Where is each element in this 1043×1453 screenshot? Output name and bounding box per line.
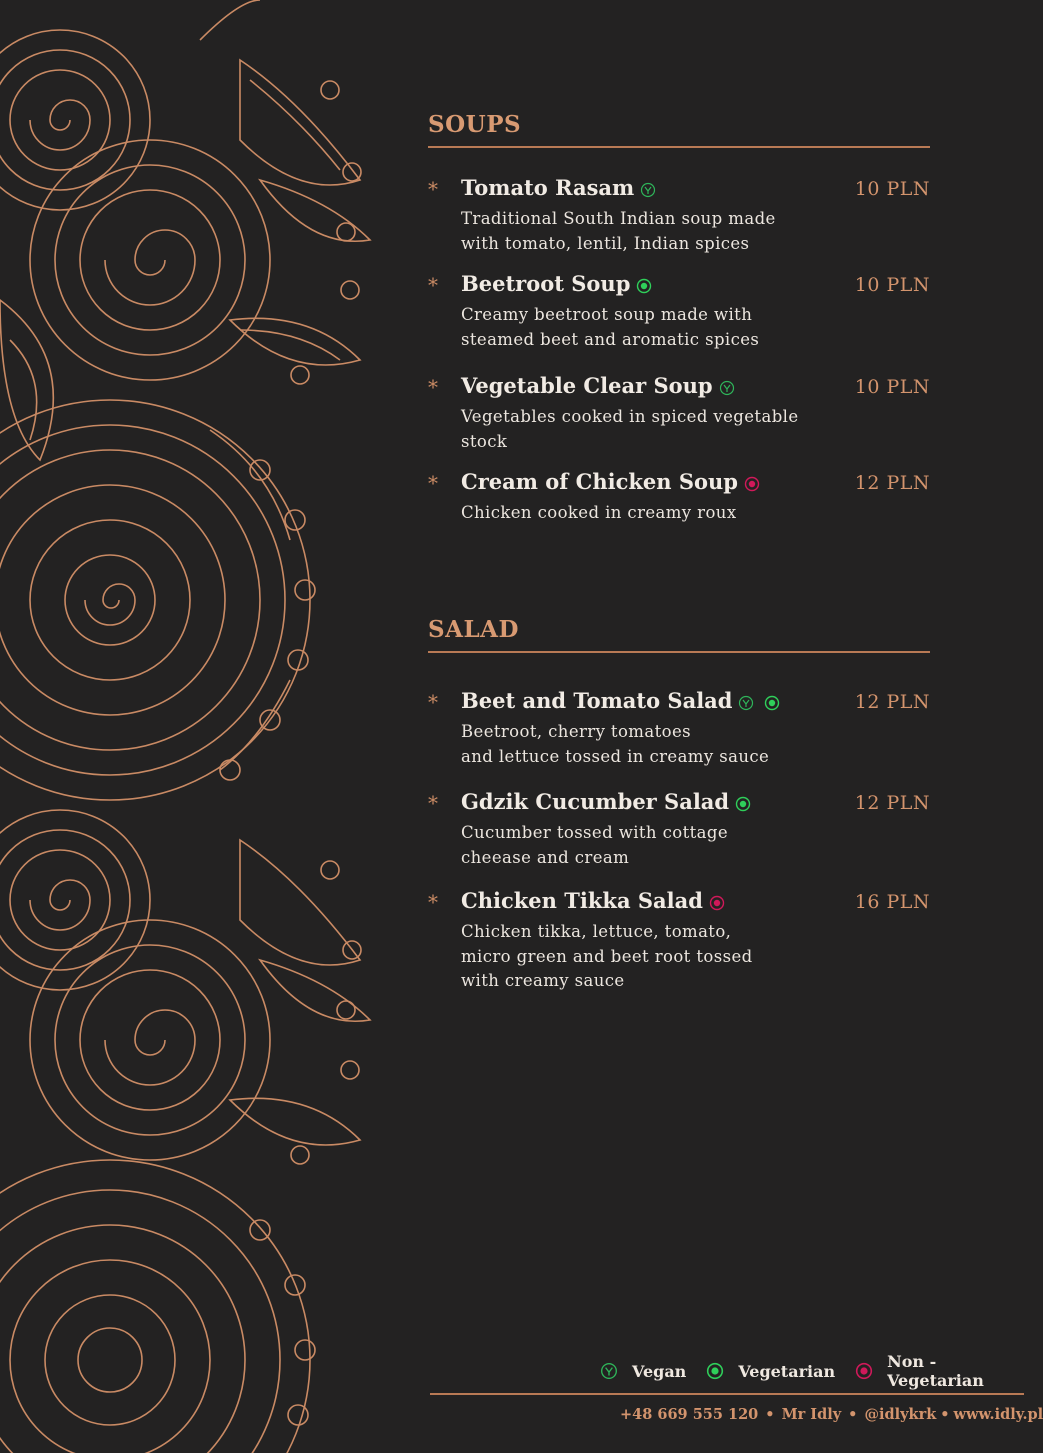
menu-item-description: Chicken tikka, lettuce, tomato, micro green and beet root tossed with creamy sauce — [461, 922, 753, 990]
website-link[interactable]: www.idly.pl — [953, 1406, 1043, 1423]
legend-vegetarian — [706, 1362, 835, 1381]
menu-item-description: Creamy beetroot soup made with steamed beet and aromatic spices — [461, 305, 760, 349]
menu-item-description: Traditional South Indian soup made with tomato, lentil, Indian spices — [461, 209, 776, 253]
decorative-mandala-panel — [0, 0, 390, 1449]
menu-item-name: Beet and Tomato Salad — [461, 688, 780, 716]
star-bullet-icon: * — [428, 273, 438, 297]
vegetarian-icon — [735, 796, 751, 812]
menu-item-price: 12 PLN — [854, 691, 930, 713]
phone-number[interactable]: +48 669 555 120 — [620, 1406, 759, 1423]
separator: • — [940, 1406, 950, 1423]
mandala-ornament-icon — [0, 0, 390, 1449]
restaurant-name: Mr Idly — [781, 1406, 842, 1423]
menu-item-name: Beetroot Soup — [461, 271, 652, 299]
menu-item-price: 16 PLN — [854, 891, 930, 913]
menu-item-description: Chicken cooked in creamy roux — [461, 503, 737, 522]
vegetarian-icon — [764, 695, 780, 711]
legend-label: Non - Vegetarian — [887, 1352, 984, 1390]
footer-contact — [620, 1406, 1043, 1430]
vegan-icon — [738, 695, 754, 711]
section-soups — [428, 108, 930, 148]
section-title: SOUPS — [428, 111, 522, 138]
section-divider — [428, 651, 930, 653]
vegetarian-icon — [706, 1362, 724, 1380]
menu-item-name: Chicken Tikka Salad — [461, 888, 725, 916]
legend-label: Vegetarian — [738, 1361, 836, 1381]
section-salad — [428, 613, 930, 653]
menu-item-price: 10 PLN — [854, 178, 930, 200]
menu-item-description: Vegetables cooked in spiced vegetable stock — [461, 407, 799, 451]
separator: • — [848, 1406, 858, 1423]
legend-vegan — [600, 1362, 686, 1381]
non-vegetarian-icon — [744, 476, 760, 492]
section-divider — [428, 146, 930, 148]
menu-item-name: Cream of Chicken Soup — [461, 469, 760, 497]
footer-divider — [430, 1393, 1024, 1395]
star-bullet-icon: * — [428, 471, 438, 495]
star-bullet-icon: * — [428, 690, 438, 714]
menu-item-name: Tomato Rasam — [461, 175, 656, 203]
menu-item-name: Vegetable Clear Soup — [461, 373, 735, 401]
non-vegetarian-icon — [709, 895, 725, 911]
menu-item-name: Gdzik Cucumber Salad — [461, 789, 751, 817]
legend-label: Vegan — [632, 1361, 687, 1381]
star-bullet-icon: * — [428, 890, 438, 914]
menu-item-price: 12 PLN — [854, 472, 930, 494]
star-bullet-icon: * — [428, 177, 438, 201]
vegan-icon — [640, 182, 656, 198]
diet-legend — [600, 1352, 1020, 1390]
social-handle[interactable]: @idlykrk — [864, 1406, 937, 1423]
star-bullet-icon: * — [428, 375, 438, 399]
vegan-icon — [600, 1362, 618, 1380]
legend-non-vegetarian — [855, 1352, 1020, 1390]
section-title: SALAD — [428, 616, 519, 643]
non-vegetarian-icon — [855, 1362, 873, 1380]
menu-item-price: 10 PLN — [854, 376, 930, 398]
vegetarian-icon — [636, 278, 652, 294]
menu-item-price: 10 PLN — [854, 274, 930, 296]
star-bullet-icon: * — [428, 791, 438, 815]
menu-item-price: 12 PLN — [854, 792, 930, 814]
separator: • — [765, 1406, 775, 1423]
menu-item-description: Cucumber tossed with cottage cheease and cream — [461, 823, 728, 867]
vegan-icon — [719, 380, 735, 396]
menu-item-description: Beetroot, cherry tomatoes and lettuce tossed in creamy sauce — [461, 722, 770, 766]
